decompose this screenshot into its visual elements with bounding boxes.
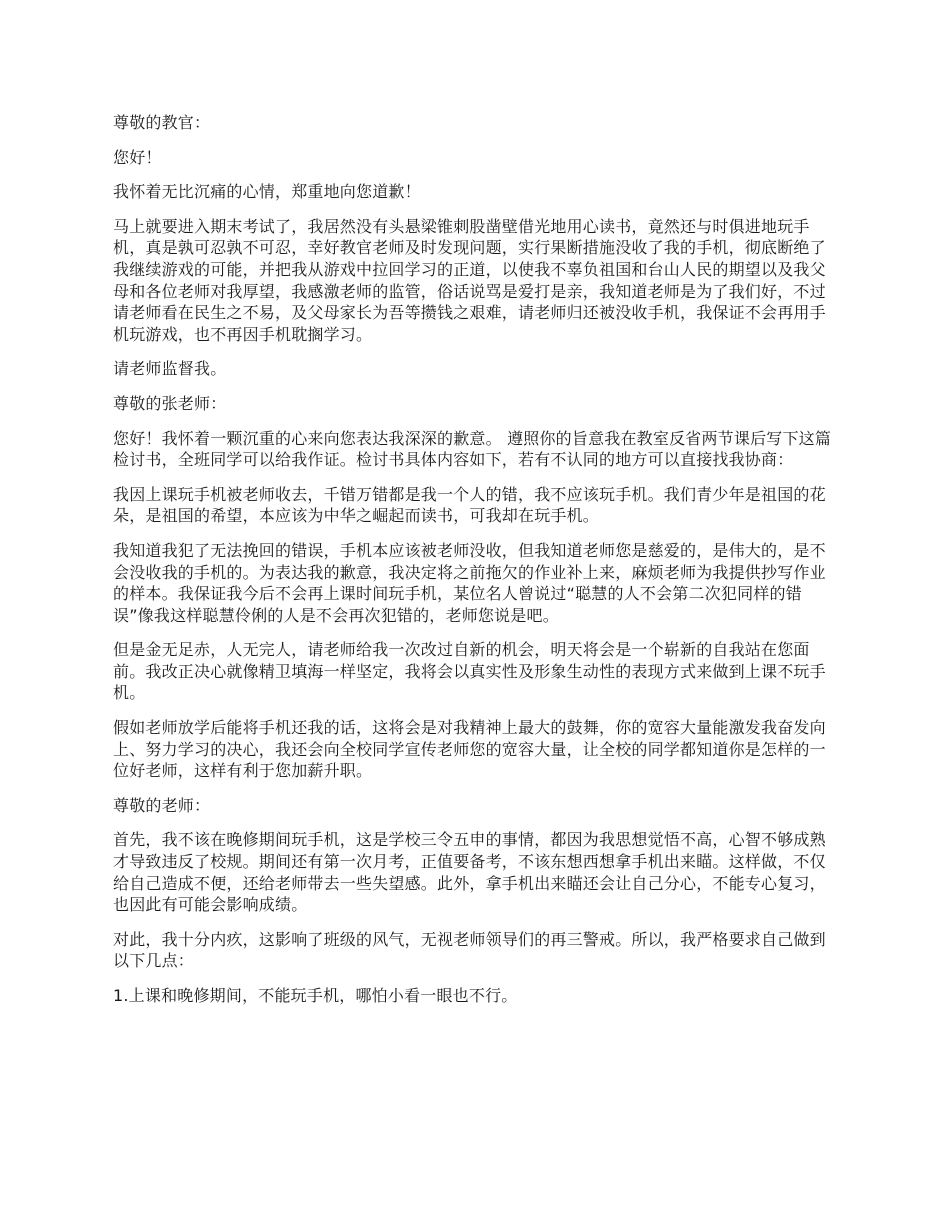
paragraph-chance: 但是金无足赤，人无完人，请老师给我一次改过自新的机会，明天将会是一个崭新的自我站在您面前。我改正决心就像精卫填海一样坚定，我将会以真实性及形象生动性的表现方式来做到上课不玩手机。 (113, 640, 826, 703)
paragraph-exam-phone: 马上就要进入期末考试了，我居然没有头悬梁锥刺股凿壁借光地用心读书，竟然还与时俱进地玩手机，真是孰可忍孰不可忍，幸好教官老师及时发现问题，实行果断措施没收了我的手机，彻底断绝了我继续游戏的可能，并把我从游戏中拉回学习的正道，以使我不辜负祖国和台山人民的期望以及我父母和各位老师对我厚望，我感激老师的监管，俗话说骂是爱打是亲，我知道老师是为了我们好，不过请老师看在民生之不易，及父母家长为吾等攒钱之艰难，请老师归还被没收手机，我保证不会再用手机玩游戏，也不再因手机耽搁学习。 (113, 216, 826, 344)
paragraph-return-phone: 假如老师放学后能将手机还我的话，这将会是对我精神上最大的鼓舞，你的宽容大量能激发我奋发向上、努力学习的决心，我还会向全校同学宣传老师您的宽容大量，让全校的同学都知道你是怎样的一位好老师，这样有利于您加薪升职。 (113, 718, 826, 781)
document-page (113, 112, 840, 1020)
salutation-teacher: 尊敬的老师： (113, 795, 211, 815)
greeting: 您好！ (113, 147, 162, 167)
paragraph-first: 首先，我不该在晚修期间玩手机，这是学校三令五申的事情，都因为我思想觉悟不高，心智不够成熟才导致违反了校规。期间还有第一次月考，正值要备考，不该东想西想拿手机出来瞄。这样做，不仅给自己造成不便，还给老师带去一些失望感。此外，拿手机出来瞄还会让自己分心，不能专心复习，也因此有可能会影响成绩。 (113, 830, 826, 915)
salutation-instructor: 尊敬的教官： (113, 113, 211, 132)
paragraph-guilt: 对此，我十分内疚，这影响了班级的风气，无视老师领导们的再三警戒。所以，我严格要求自己做到以下几点： (113, 929, 826, 971)
paragraph-intro: 您好！我怀着一颗沉重的心来向您表达我深深的歉意。 遵照你的旨意我在教室反省两节课后写下这篇检讨书，全班同学可以给我作证。检讨书具体内容如下，若有不认同的地方可以直接找我协商： (113, 428, 832, 470)
apology-statement: 我怀着无比沉痛的心情，郑重地向您道歉！ (113, 182, 421, 202)
paragraph-fault: 我因上课玩手机被老师收去，千错万错都是我一个人的错，我不应该玩手机。我们青少年是祖国的花朵，是祖国的希望，本应该为中华之崛起而读书，可我却在玩手机。 (113, 484, 826, 526)
list-item-1: 1.上课和晚修期间，不能玩手机，哪怕小看一眼也不行。 (113, 986, 518, 1005)
salutation-teacher-zhang: 尊敬的张老师： (113, 393, 227, 413)
paragraph-promise: 我知道我犯了无法挽回的错误，手机本应该被老师没收，但我知道老师您是慈爱的，是伟大的，是不会没收我的手机的。为表达我的歉意，我决定将之前拖欠的作业补上来，麻烦老师为我提供抄写作业的样本。我保证我今后不会再上课时间玩手机，某位名人曾说过“聪慧的人不会第二次犯同样的错误”像我这样聪慧伶俐的人是不会再次犯错的，老师您说是吧。 (113, 540, 826, 625)
paragraph-supervise: 请老师监督我。 (113, 359, 227, 379)
